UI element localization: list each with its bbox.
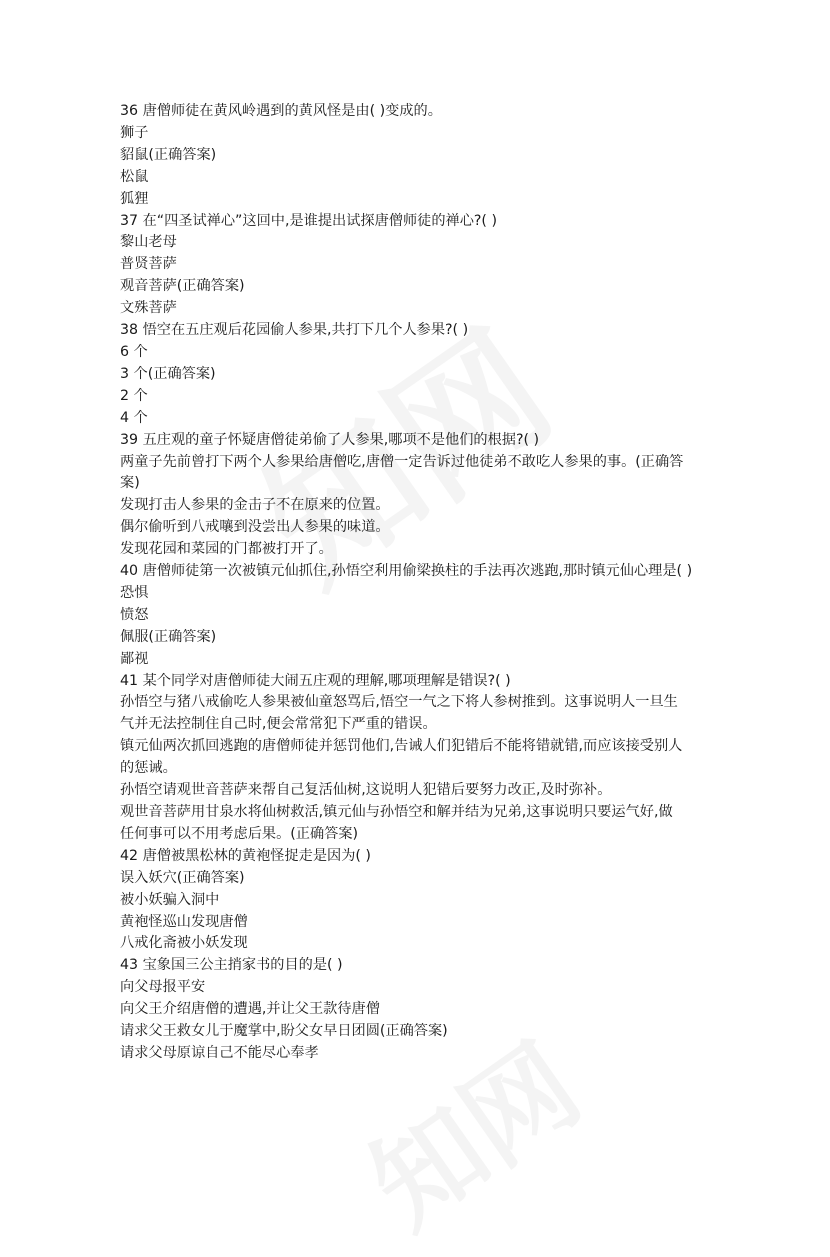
answer-option: 八戒化斋被小妖发现	[120, 935, 248, 952]
answer-option: 黎山老母	[120, 234, 177, 251]
answer-option: 镇元仙两次抓回逃跑的唐僧师徒并惩罚他们,告诫人们犯错后不能将错就错,而应该接受别人	[120, 738, 683, 755]
answer-option: 被小妖骗入洞中	[120, 891, 220, 908]
question-41: 41 某个同学对唐僧师徒大闹五庄观的理解,哪项理解是错误?( )	[120, 672, 511, 689]
question-42: 42 唐僧被黑松林的黄袍怪捉走是因为( )	[120, 847, 371, 864]
answer-option-correct-cont: 案)	[120, 475, 140, 492]
answer-option: 孙悟空请观世音菩萨来帮自己复活仙树,这说明人犯错后要努力改正,及时弥补。	[120, 782, 612, 799]
answer-option: 请求父母原谅自己不能尽心奉孝	[120, 1044, 319, 1061]
question-40: 40 唐僧师徒第一次被镇元仙抓住,孙悟空利用偷梁换柱的手法再次逃跑,那时镇元仙心理是( )	[120, 563, 693, 580]
answer-option-correct: 貂鼠(正确答案)	[120, 146, 217, 163]
answer-option: 孙悟空与猪八戒偷吃人参果被仙童怒骂后,悟空一气之下将人参树推到。这事说明人一旦生	[120, 694, 678, 711]
document-body	[120, 101, 714, 1065]
answer-option-correct: 观音菩萨(正确答案)	[120, 278, 245, 295]
answer-option: 发现打击人参果的金击子不在原来的位置。	[120, 497, 390, 514]
answer-option: 普贤菩萨	[120, 256, 177, 273]
answer-option-correct: 误入妖穴(正确答案)	[120, 869, 245, 886]
answer-option: 4 个	[120, 409, 148, 426]
answer-option-correct: 佩服(正确答案)	[120, 628, 217, 645]
answer-option: 文殊菩萨	[120, 300, 177, 317]
answer-option-cont: 气并无法控制住自己时,便会常常犯下严重的错误。	[120, 716, 437, 733]
answer-option: 狐狸	[120, 190, 149, 207]
answer-option: 向父母报平安	[120, 979, 206, 996]
answer-option: 偶尔偷听到八戒嚷到没尝出人参果的味道。	[120, 519, 390, 536]
answer-option-correct: 两童子先前曾打下两个人参果给唐僧吃,唐僧一定告诉过他徒弟不敢吃人参果的事。(正确答	[120, 453, 684, 470]
answer-option: 2 个	[120, 387, 148, 404]
answer-option: 向父王介绍唐僧的遭遇,并让父王款待唐僧	[120, 1001, 380, 1018]
answer-option: 狮子	[120, 124, 149, 141]
answer-option-correct: 观世音菩萨用甘泉水将仙树救活,镇元仙与孙悟空和解并结为兄弟,这事说明只要运气好,做	[120, 804, 673, 820]
answer-option-correct: 请求父王救女儿于魔掌中,盼父女早日团圆(正确答案)	[120, 1023, 448, 1040]
answer-option-cont: 的惩诫。	[120, 760, 177, 777]
answer-option: 6 个	[120, 343, 148, 360]
question-43: 43 宝象国三公主捎家书的目的是( )	[120, 957, 343, 974]
question-38: 38 悟空在五庄观后花园偷人参果,共打下几个人参果?( )	[120, 322, 469, 339]
question-36: 36 唐僧师徒在黄风岭遇到的黄风怪是由( )变成的。	[120, 103, 442, 119]
question-39: 39 五庄观的童子怀疑唐僧徒弟偷了人参果,哪项不是他们的根据?( )	[120, 431, 540, 448]
answer-option-correct: 3 个(正确答案)	[120, 365, 216, 382]
answer-option: 恐惧	[120, 584, 149, 601]
answer-option: 愤怒	[120, 606, 149, 623]
answer-option: 鄙视	[120, 650, 149, 667]
question-37: 37 在“四圣试禅心”这回中,是谁提出试探唐僧师徒的禅心?( )	[120, 212, 498, 229]
answer-option: 黄袍怪巡山发现唐僧	[120, 913, 248, 930]
answer-option-correct-cont: 任何事可以不用考虑后果。(正确答案)	[120, 825, 359, 842]
answer-option: 发现花园和菜园的门都被打开了。	[120, 541, 333, 558]
answer-option: 松鼠	[120, 168, 149, 185]
